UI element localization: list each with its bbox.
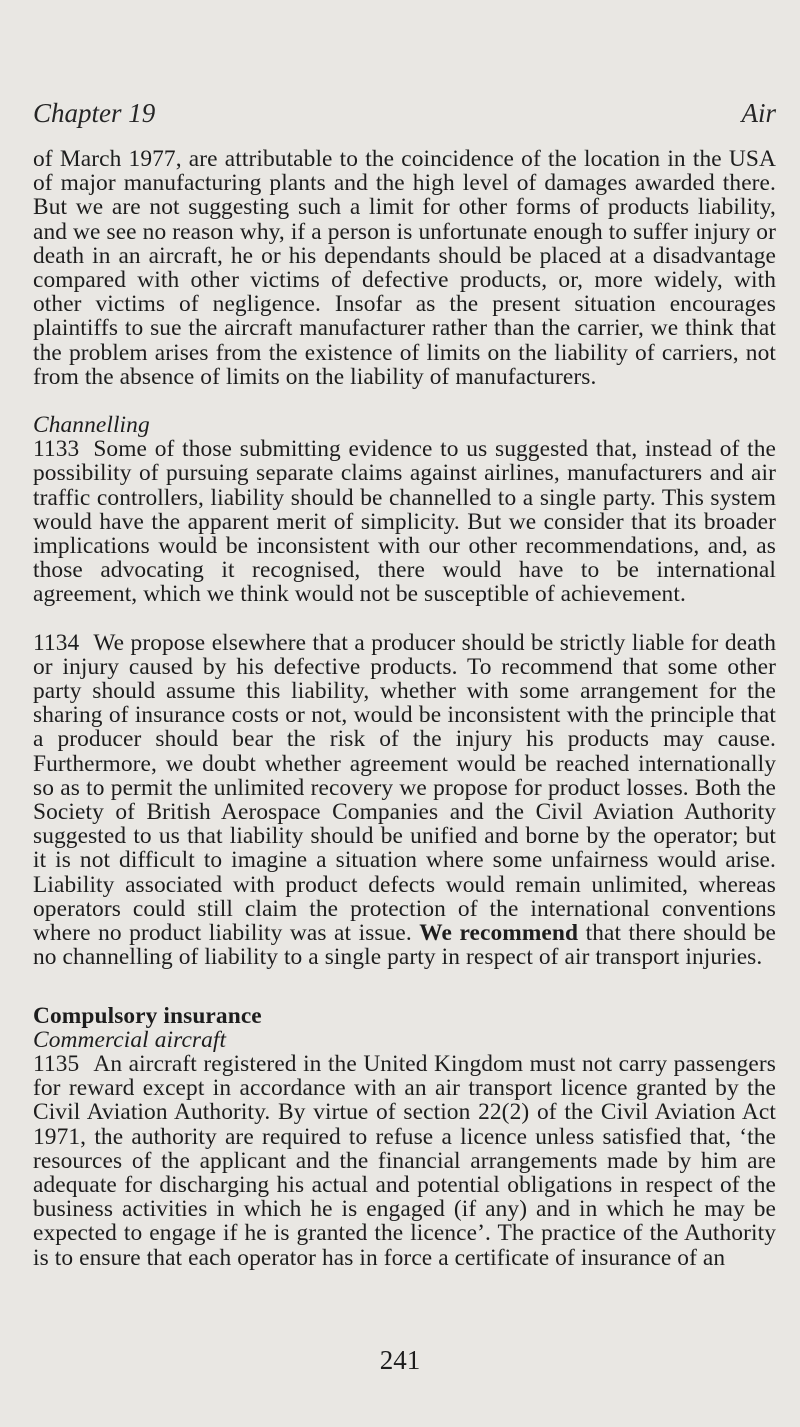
section-heading-compulsory-insurance: Compulsory insurance (33, 1002, 262, 1029)
running-header (33, 98, 776, 129)
recommendation-emphasis: We recommend (419, 920, 579, 947)
paragraph-1133 (33, 437, 776, 606)
continuation-paragraph: of March 1977, are attributable to the coincidence of the location in the USA of major manufacturing plants and the high level of damages awarded there. But we are not suggesting such a limit for other forms of products liability, and we see no reason why, if a person is unfortunate enough to suffer injury or death in an aircraft, he or his dependants should be placed at a disadvantage compared with other victims of defective products, or, more widely, with other victims of negligence. Insofar as the present situation encourages plaintiffs to sue the aircraft manufacturer rather than the carrier, we think that the problem arises from the existence of limits on the liability of carriers, not from the absence of limits on the liability of manufacturers. (33, 146, 776, 390)
paragraph-text: We propose elsewhere that a producer should be strictly liable for death or injury caused by his defective products. To recommend that some other party should assume this liability, whether with some arrangement for the sharing of insurance costs or not, would be inconsistent with the principle that a producer should bear the risk of the injury his products may cause. Furthermore, we doubt whether agreement would be reached internationally so as to permit the unlimited recovery we propose for product losses. Both the Society of British Aerospace Companies and the Civil Aviation Authority suggested to us that liability should be unified and borne by the operator; but it is not difficult to imagine a situation where some unfairness would arise. Liability associated with product defects would remain unlimited, whereas operators could still claim the protection of the international conventions where no product liability was at issue. (33, 629, 776, 947)
page-number: 241 (379, 1345, 421, 1375)
section-heading-channelling: Channelling (33, 412, 150, 439)
topic-label: Air (741, 98, 776, 128)
subheading-commercial-aircraft: Commercial aircraft (33, 1026, 227, 1053)
paragraph-number: 1133 (33, 436, 80, 463)
paragraph-number: 1135 (33, 1050, 80, 1077)
chapter-label: Chapter 19 (33, 98, 156, 128)
paragraph-text: An aircraft registered in the United Kingdom must not carry passengers for reward except in accordance with an air transport licence granted by the Civil Aviation Authority. By virtue of section 22(2) of the Civil Aviation Act 1971, the authority are required to refuse a licence unless satisfied that, ‘the resources of the applicant and the financial arrangements made by him are adequate for discharging his actual and potential obligations in respect of the business activities in which he is engaged (if any) and in which he may be expected to engage if he is granted the licence’. The practice of the Authority is to ensure that each operator has in force a certificate of insurance of an (33, 1050, 776, 1271)
paragraph-text-end: that there should be no channelling of liability to a single party in respect of air transport injuries. (33, 920, 776, 971)
paragraph-text: Some of those submitting evidence to us suggested that, instead of the possibility of pursuing separate claims against airlines, manufacturers and air traffic controllers, liability should be channelled to a single party. This system would have the apparent merit of simplicity. But we consider that its broader implications would be inconsistent with our other recommendations, and, as those advocating it recognised, there would have to be international agreement, which we think would not be susceptible of achievement. (33, 436, 776, 608)
paragraph-1135 (33, 1052, 776, 1270)
page-body (33, 147, 776, 1270)
paragraph-1134 (33, 631, 776, 970)
paragraph-number: 1134 (33, 629, 80, 656)
